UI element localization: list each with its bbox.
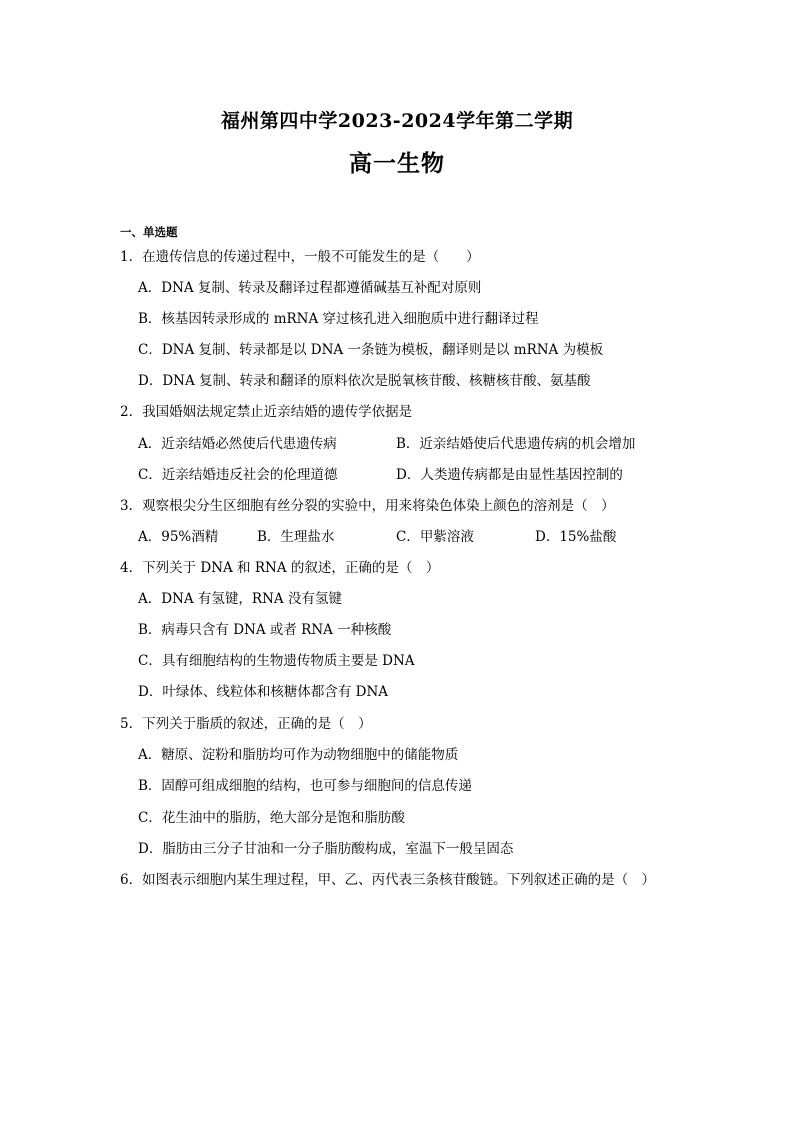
question-5-option-a: A．糖原、淀粉和脂肪均可作为动物细胞中的储能物质 <box>138 747 459 763</box>
question-4-option-b: B．病毒只含有 DNA 或者 RNA 一种核酸 <box>138 622 392 638</box>
question-1-option-a: A．DNA 复制、转录及翻译过程都遵循碱基互补配对原则 <box>138 280 482 296</box>
question-5-option-c: C．花生油中的脂肪，绝大部分是饱和脂肪酸 <box>138 810 405 826</box>
question-5-option-d: D．脂肪由三分子甘油和一分子脂肪酸构成，室温下一般呈固态 <box>138 841 514 857</box>
question-4-stem: 4．下列关于 DNA 和 RNA 的叙述，正确的是（ ） <box>120 560 440 576</box>
exam-header-school-term: 福州第四中学2023-2024学年第二学期 <box>220 110 574 132</box>
question-2-option-a: A．近亲结婚必然使后代患遗传病 <box>138 436 337 452</box>
exam-subject-title: 高一生物 <box>349 150 445 177</box>
question-3-stem: 3．观察根尖分生区细胞有丝分裂的实验中，用来将染色体染上颜色的溶剂是（ ） <box>120 498 615 514</box>
question-5-option-b: B．固醇可组成细胞的结构，也可参与细胞间的信息传递 <box>138 778 472 794</box>
question-5-stem: 5．下列关于脂质的叙述，正确的是（ ） <box>120 716 372 732</box>
question-4-option-d: D．叶绿体、线粒体和核糖体都含有 DNA <box>138 684 389 700</box>
question-3-option-d: D．15%盐酸 <box>535 529 617 545</box>
question-1-option-c: C．DNA 复制、转录都是以 DNA 一条链为模板，翻译则是以 mRNA 为模板 <box>138 342 604 358</box>
question-3-option-a: A．95%酒精 <box>138 529 219 545</box>
question-2-stem: 2．我国婚姻法规定禁止近亲结婚的遗传学依据是 <box>120 404 413 420</box>
question-2-option-b: B．近亲结婚使后代患遗传病的机会增加 <box>396 436 636 452</box>
question-6-stem: 6．如图表示细胞内某生理过程，甲、乙、丙代表三条核苷酸链。下列叙述正确的是（ ） <box>120 872 656 888</box>
question-1-option-d: D．DNA 复制、转录和翻译的原料依次是脱氧核苷酸、核糖核苷酸、氨基酸 <box>138 373 591 389</box>
question-2-option-c: C．近亲结婚违反社会的伦理道德 <box>138 467 338 483</box>
question-1-stem: 1．在遗传信息的传递过程中，一般不可能发生的是（ ） <box>120 249 480 265</box>
question-2-option-d: D．人类遗传病都是由显性基因控制的 <box>396 467 623 483</box>
question-1-option-b: B．核基因转录形成的 mRNA 穿过核孔进入细胞质中进行翻译过程 <box>138 311 539 327</box>
question-4-option-a: A．DNA 有氢键，RNA 没有氢键 <box>138 591 342 607</box>
section-heading: 一、单选题 <box>120 225 178 239</box>
question-4-option-c: C．具有细胞结构的生物遗传物质主要是 DNA <box>138 653 415 669</box>
question-3-option-b: B．生理盐水 <box>257 529 335 545</box>
question-3-option-c: C．甲紫溶液 <box>396 529 474 545</box>
